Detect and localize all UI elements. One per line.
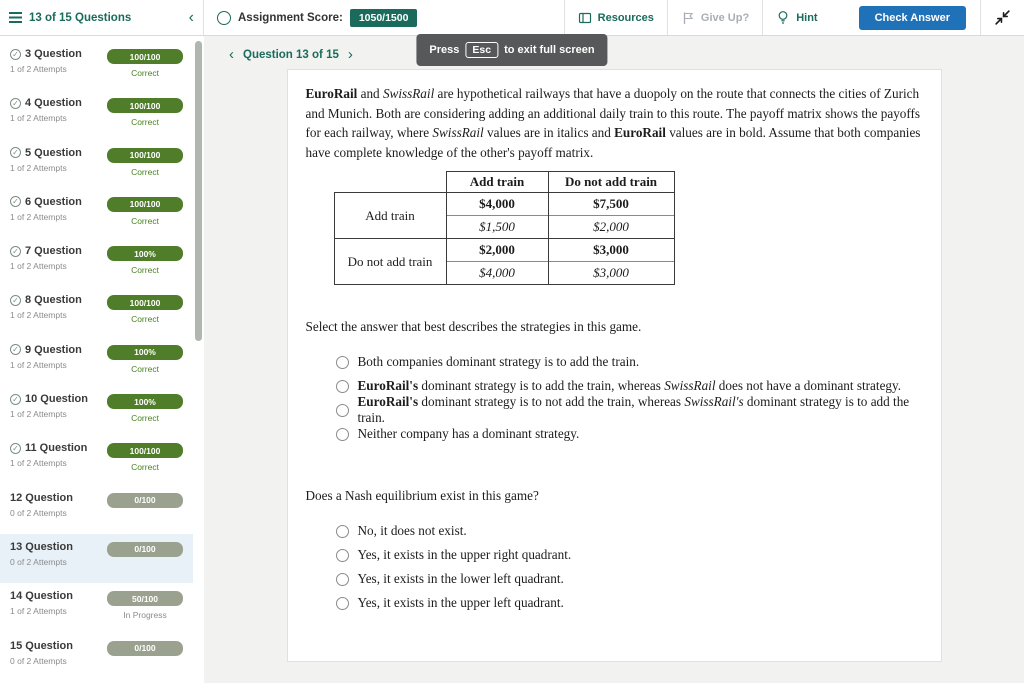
score-badge: 100/100 <box>107 197 183 212</box>
question-item-left <box>10 393 103 435</box>
sidebar-question-item[interactable] <box>0 386 193 435</box>
eurorail-payoff: $2,000 <box>447 239 548 262</box>
question-attempts-label: 1 of 2 Attempts <box>10 261 67 272</box>
questions-count-label: 13 of 15 Questions <box>29 11 132 24</box>
radio-button[interactable] <box>336 428 349 441</box>
payoff-row <box>334 239 674 285</box>
resources-label: Resources <box>597 11 654 24</box>
status-label: Correct <box>131 462 159 473</box>
payoff-row <box>334 193 674 239</box>
toast-suffix-label: to exit full screen <box>504 44 595 56</box>
question-item-right <box>103 245 187 287</box>
question-attempts-label: 0 of 2 Attempts <box>10 556 67 567</box>
payoff-row-label: Add train <box>334 193 446 239</box>
question-item-right <box>103 492 187 534</box>
score-badge: 50/100 <box>107 591 183 606</box>
sidebar-question-item[interactable] <box>0 534 193 583</box>
question-item-left <box>10 442 103 484</box>
nash-equilibrium-prompt: Does a Nash equilibrium exist in this game? <box>305 488 539 504</box>
question-item-title: 13 Question <box>10 540 73 553</box>
answer-option[interactable] <box>336 543 923 567</box>
answer-option-label: Yes, it exists in the upper left quadrant. <box>357 595 564 611</box>
score-badge: 100% <box>107 246 183 261</box>
info-icon[interactable] <box>217 11 231 25</box>
exit-fullscreen-button[interactable] <box>980 0 1024 35</box>
answer-option-label: Yes, it exists in the lower left quadrant. <box>357 571 564 587</box>
answer-option[interactable] <box>336 591 923 615</box>
question-item-title: 15 Question <box>10 639 73 652</box>
check-icon <box>10 147 21 158</box>
next-question-chevron[interactable]: › <box>347 46 353 63</box>
answer-option-label: EuroRail's dominant strategy is to not add the train, whereas SwissRail's dominant strategy is to add the train. <box>357 394 910 426</box>
question-attempts-label: 1 of 2 Attempts <box>10 64 67 74</box>
question-attempts-label: 0 of 2 Attempts <box>10 507 67 518</box>
question-item-left <box>10 344 103 386</box>
score-badge: 100/100 <box>107 443 183 458</box>
check-icon <box>10 344 21 355</box>
question-item-left <box>10 492 103 534</box>
answer-option[interactable] <box>336 567 923 591</box>
answer-option-label: Yes, it exists in the upper right quadrant. <box>357 547 572 563</box>
check-icon <box>10 98 21 109</box>
question-attempts-label: 0 of 2 Attempts <box>10 655 67 666</box>
swissrail-payoff: $4,000 <box>479 265 515 281</box>
answer-option[interactable] <box>336 350 923 374</box>
answer-option-label: Neither company has a dominant strategy. <box>357 426 580 442</box>
status-label: Correct <box>131 117 159 128</box>
sidebar-question-item[interactable] <box>0 189 193 238</box>
answer-option-label: Both companies dominant strategy is to add the train. <box>357 354 640 370</box>
esc-key-badge: Esc <box>465 42 498 58</box>
give-up-label: Give Up? <box>700 11 750 24</box>
payoff-corner-cell <box>334 172 446 193</box>
check-icon <box>10 394 21 405</box>
question-nav-label: Question 13 of 15 <box>243 48 339 61</box>
sidebar-question-item[interactable] <box>0 435 193 484</box>
radio-button[interactable] <box>336 573 349 586</box>
check-icon <box>10 196 21 207</box>
question-item-left <box>10 590 103 632</box>
question-item-right <box>103 541 187 583</box>
nash-options <box>336 519 923 615</box>
question-navigation <box>229 47 1024 62</box>
question-attempts-label: 1 of 2 Attempts <box>10 606 67 617</box>
question-item-right <box>103 442 187 484</box>
fullscreen-toast <box>416 34 607 66</box>
status-label: Correct <box>131 314 159 325</box>
question-attempts-label: 1 of 2 Attempts <box>10 162 67 173</box>
resources-icon <box>578 11 592 25</box>
question-item-title: 5 Question <box>25 146 82 159</box>
radio-button[interactable] <box>336 380 349 393</box>
question-item-right <box>103 48 187 90</box>
score-badge: 0/100 <box>107 493 183 508</box>
status-label: Correct <box>131 166 159 177</box>
answer-option[interactable] <box>336 519 923 543</box>
payoff-cell <box>446 239 548 285</box>
question-item-title: 6 Question <box>25 195 82 208</box>
question-attempts-label: 1 of 2 Attempts <box>10 458 67 469</box>
payoff-matrix-table <box>334 171 675 285</box>
question-item-title: 10 Question <box>25 393 88 406</box>
question-item-right <box>103 590 187 632</box>
question-item-title: 3 Question <box>25 48 82 60</box>
question-item-left <box>10 294 103 336</box>
question-item-title: 7 Question <box>25 245 82 258</box>
score-badge: 100% <box>107 394 183 409</box>
main-content <box>204 36 1024 683</box>
payoff-row-label: Do not add train <box>334 239 446 285</box>
give-up-button[interactable] <box>667 0 762 35</box>
question-item-title: 12 Question <box>10 491 73 504</box>
swissrail-payoff: $1,500 <box>479 219 515 235</box>
question-item-right <box>103 196 187 238</box>
strategies-prompt: Select the answer that best describes the strategies in this game. <box>305 319 642 335</box>
eurorail-payoff: $3,000 <box>549 239 674 262</box>
check-icon <box>10 443 21 454</box>
eurorail-payoff: $7,500 <box>549 193 674 216</box>
score-badge: 100% <box>107 345 183 360</box>
swissrail-payoff: $2,000 <box>593 219 629 235</box>
status-label: Correct <box>131 215 159 226</box>
question-attempts-label: 1 of 2 Attempts <box>10 211 67 222</box>
prev-question-chevron[interactable]: ‹ <box>229 46 234 63</box>
check-icon <box>10 246 21 257</box>
sidebar-question-item[interactable] <box>0 337 193 386</box>
radio-button[interactable] <box>336 404 349 417</box>
sidebar-scrollbar[interactable] <box>193 36 204 683</box>
radio-button[interactable] <box>336 525 349 538</box>
radio-button[interactable] <box>336 549 349 562</box>
hint-label: Hint <box>796 11 818 24</box>
sidebar-question-item[interactable] <box>0 485 193 534</box>
question-item-left <box>10 196 103 238</box>
question-item-title: 4 Question <box>25 97 82 110</box>
status-label: Correct <box>131 363 159 374</box>
sidebar-question-item[interactable] <box>0 238 193 287</box>
score-badge: 100/100 <box>107 148 183 163</box>
question-attempts-label: 1 of 2 Attempts <box>10 409 67 420</box>
check-answer-section <box>831 0 980 35</box>
sidebar-question-item[interactable] <box>0 633 193 682</box>
score-badge: 0/100 <box>107 542 183 557</box>
question-item-left <box>10 245 103 287</box>
payoff-cell <box>548 239 674 285</box>
question-item-title: 8 Question <box>25 294 82 307</box>
sidebar-question-item[interactable] <box>0 287 193 336</box>
question-list-section <box>0 0 204 35</box>
question-intro-text: EuroRail and SwissRail are hypothetical railways that have a duopoly on the route that connects the cities of Zurich and Munich. Both are considering adding an additional daily train to this route. The payoff matrix shows the payoffs for each railway, where SwissRail values are in italics and EuroRail values are in bold. Assume that both companies have complete knowledge of the other's payoff matrix. <box>305 86 921 160</box>
collapse-sidebar-chevron[interactable]: ‹ <box>188 8 194 26</box>
check-answer-button[interactable]: Check Answer <box>859 6 966 30</box>
question-attempts-label: 1 of 2 Attempts <box>10 113 67 124</box>
answer-option-label: EuroRail's dominant strategy is to add the train, whereas SwissRail does not have a dominant strategy. <box>357 378 902 394</box>
question-item-right <box>103 640 187 682</box>
question-attempts-label: 1 of 2 Attempts <box>10 310 67 321</box>
sidebar-question-item[interactable] <box>0 41 193 90</box>
status-label: Correct <box>131 413 159 424</box>
toast-press-label: Press <box>429 44 460 56</box>
check-icon <box>10 295 21 306</box>
eurorail-payoff: $4,000 <box>447 193 548 216</box>
question-list-icon[interactable] <box>9 12 22 23</box>
strategies-options <box>336 350 923 446</box>
radio-button[interactable] <box>336 356 349 369</box>
payoff-cell <box>548 193 674 239</box>
status-label: In Progress <box>123 610 167 621</box>
assignment-score-section <box>204 0 564 35</box>
payoff-col-header: Add train <box>446 172 548 193</box>
hint-button[interactable] <box>762 0 830 35</box>
question-item-right <box>103 97 187 139</box>
topbar <box>0 0 1024 36</box>
answer-option-label: No, it does not exist. <box>357 523 467 539</box>
payoff-col-header: Do not add train <box>548 172 674 193</box>
sidebar-question-item[interactable] <box>0 583 193 632</box>
payoff-cell <box>446 193 548 239</box>
assignment-score-value: 1050/1500 <box>350 9 418 27</box>
question-item-left <box>10 147 103 189</box>
swissrail-payoff: $3,000 <box>593 265 629 281</box>
score-badge: 100/100 <box>107 49 183 64</box>
status-label: Correct <box>131 265 159 276</box>
scrollbar-thumb[interactable] <box>195 41 202 341</box>
question-card <box>287 69 942 662</box>
question-item-title: 14 Question <box>10 590 73 603</box>
question-item-left <box>10 97 103 139</box>
check-icon <box>10 49 21 60</box>
question-item-right <box>103 147 187 189</box>
sidebar-question-item[interactable] <box>0 90 193 139</box>
answer-option[interactable] <box>336 394 923 426</box>
question-attempts-label: 1 of 2 Attempts <box>10 359 67 370</box>
radio-button[interactable] <box>336 597 349 610</box>
question-item-left <box>10 640 103 682</box>
exit-fullscreen-icon <box>994 9 1011 26</box>
question-item-right <box>103 393 187 435</box>
status-label: Correct <box>131 68 159 78</box>
score-badge: 0/100 <box>107 641 183 656</box>
sidebar-question-item[interactable] <box>0 140 193 189</box>
question-item-right <box>103 344 187 386</box>
question-item-right <box>103 294 187 336</box>
question-item-left <box>10 48 103 90</box>
resources-button[interactable] <box>564 0 667 35</box>
score-badge: 100/100 <box>107 98 183 113</box>
question-item-title: 9 Question <box>25 343 82 356</box>
question-sidebar <box>0 36 193 683</box>
score-badge: 100/100 <box>107 295 183 310</box>
question-item-left <box>10 541 103 583</box>
assignment-score-label: Assignment Score: <box>238 11 343 24</box>
flag-icon <box>681 11 695 25</box>
lightbulb-icon <box>776 10 790 25</box>
question-item-title: 11 Question <box>25 442 88 455</box>
